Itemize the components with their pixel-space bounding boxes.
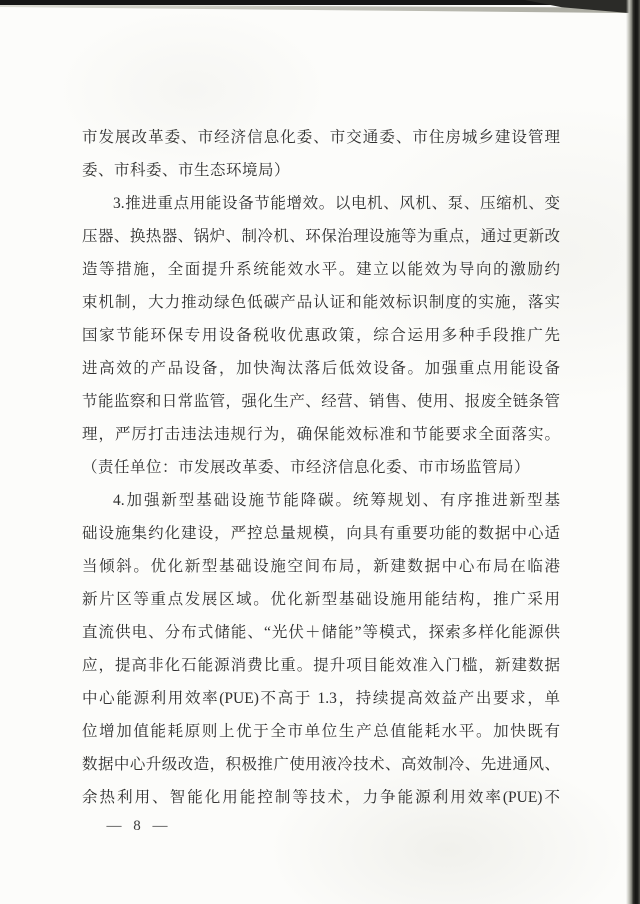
text-line: 进高效的产品设备，加快淘汰落后低效设备。加强重点用能设备 bbox=[82, 360, 560, 377]
page-number: — 8 — bbox=[106, 818, 172, 834]
text-line: 造等措施，全面提升系统能效水平。建立以能效为导向的激励约 bbox=[82, 261, 560, 278]
text-line: 理，严厉打击违法违规行为，确保能效标准和节能要求全面落实。 bbox=[82, 426, 560, 443]
text-line: （责任单位：市发展改革委、市经济信息化委、市市场监管局） bbox=[82, 459, 531, 476]
text-line: 压器、换热器、锅炉、制冷机、环保治理设施等为重点，通过更新改 bbox=[82, 228, 560, 245]
text-line: 委、市科委、市生态环境局） bbox=[82, 162, 291, 179]
text-line: 节能监察和日常监管，强化生产、经营、销售、使用、报废全链条管 bbox=[82, 393, 560, 410]
text-line: 应，提高非化石能源消费比重。提升项目能效准入门槛，新建数据 bbox=[82, 657, 560, 674]
text-line: 4.加强新型基础设施节能降碳。统筹规划、有序推进新型基 bbox=[113, 492, 560, 509]
text-line: 国家节能环保专用设备税收优惠政策，综合运用多种手段推广先 bbox=[82, 327, 560, 344]
text-line: 3.推进重点用能设备节能增效。以电机、风机、泵、压缩机、变 bbox=[113, 195, 560, 212]
document-body bbox=[82, 121, 560, 814]
text-line: 础设施集约化建设，严控总量规模，向具有重要功能的数据中心适 bbox=[82, 525, 560, 542]
text-line: 市发展改革委、市经济信息化委、市交通委、市住房城乡建设管理 bbox=[82, 129, 560, 146]
text-line: 余热利用、智能化用能控制等技术，力争能源利用效率(PUE)不 bbox=[82, 789, 560, 806]
text-line: 束机制，大力推动绿色低碳产品认证和能效标识制度的实施，落实 bbox=[82, 294, 560, 311]
text-line: 直流供电、分布式储能、“光伏＋储能”等模式，探索多样化能源供 bbox=[82, 624, 560, 641]
text-line: 位增加值能耗原则上优于全市单位生产总值能耗水平。加快既有 bbox=[82, 723, 560, 740]
text-line: 中心能源利用效率(PUE)不高于 1.3，持续提高效益产出要求，单 bbox=[82, 690, 560, 707]
scan-edge-right bbox=[626, 0, 640, 904]
text-line: 新片区等重点发展区域。优化新型基础设施用能结构，推广采用 bbox=[82, 591, 560, 608]
text-line: 当倾斜。优化新型基础设施空间布局，新建数据中心布局在临港 bbox=[82, 558, 560, 575]
text-line: 数据中心升级改造，积极推广使用液冷技术、高效制冷、先进通风、 bbox=[82, 756, 560, 773]
